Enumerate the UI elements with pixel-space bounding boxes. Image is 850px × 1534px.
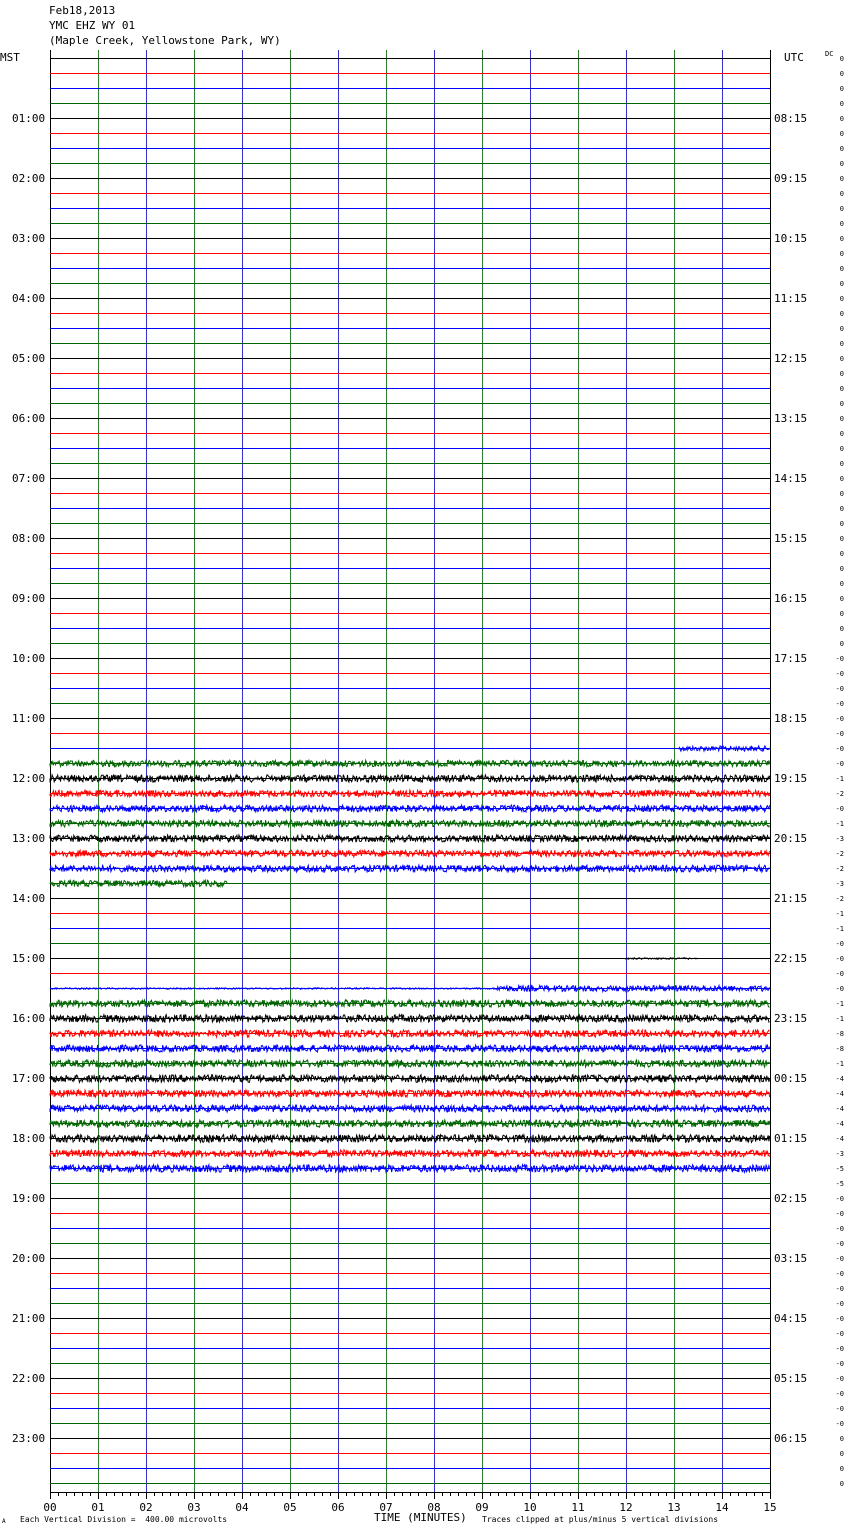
dc-offset-label: 0 [839,70,844,78]
dc-offset-label: -2 [835,850,844,858]
dc-offset-label: -0 [835,970,844,978]
dc-offset-label: -0 [835,1255,844,1263]
dc-offset-label: 0 [839,190,844,198]
left-hour-label: 06:00 [12,412,46,425]
right-hour-label: 16:15 [774,592,808,605]
station-code: YMC EHZ WY 01 [49,19,136,32]
left-hour-label: 08:00 [12,532,46,545]
minute-grid [51,50,771,1492]
dc-offset-label: 0 [839,310,844,318]
dc-offset-label: -0 [835,685,844,693]
dc-offset-label: -4 [835,1090,844,1098]
dc-offset-label: 0 [839,580,844,588]
left-hour-label: 07:00 [12,472,46,485]
left-timezone-label: MST [0,51,20,64]
left-hour-label: 04:00 [12,292,46,305]
right-hour-label: 23:15 [774,1012,808,1025]
dc-offset-label: 0 [839,475,844,483]
right-hour-label: 20:15 [774,832,808,845]
seismic-trace-segment [50,865,770,872]
seismic-trace-segment [50,1000,770,1007]
left-hour-label: 19:00 [12,1192,46,1205]
dc-offset-label: -0 [835,1210,844,1218]
right-hour-label: 05:15 [774,1372,808,1385]
dc-offset-label: 0 [839,250,844,258]
dc-offset-label: 0 [839,520,844,528]
dc-offset-label: 0 [839,550,844,558]
dc-offset-label: -0 [835,940,844,948]
dc-offset-label: 0 [839,340,844,348]
dc-offset-label: -3 [835,1150,844,1158]
dc-offset-label: -0 [835,1330,844,1338]
dc-offset-label: -1 [835,925,844,933]
left-hour-label: 13:00 [12,832,46,845]
left-hour-label: 11:00 [12,712,46,725]
dc-offset-label: -4 [835,1105,844,1113]
right-hour-label: 09:15 [774,172,808,185]
left-hour-label: 14:00 [12,892,46,905]
dc-offset-label: -1 [835,910,844,918]
right-hour-label: 02:15 [774,1192,808,1205]
dc-offset-label: 0 [839,325,844,333]
dc-offset-label: -5 [835,1165,844,1173]
dc-offset-label: -0 [835,715,844,723]
right-hour-label: 06:15 [774,1432,808,1445]
clip-note: Traces clipped at plus/minus 5 vertical divisions [482,1515,719,1524]
right-hour-label: 10:15 [774,232,808,245]
dc-offset-label: 0 [839,1450,844,1458]
right-hour-label: 22:15 [774,952,808,965]
dc-offset-label: -0 [835,1300,844,1308]
dc-offset-label: -0 [835,745,844,753]
left-hour-label: 16:00 [12,1012,46,1025]
right-hour-label: 03:15 [774,1252,808,1265]
dc-offset-label: 0 [839,370,844,378]
right-hour-label: 19:15 [774,772,808,785]
dc-offset-label: 0 [839,295,844,303]
scale-note: Each Vertical Division = 400.00 microvolts [20,1515,228,1524]
x-tick-label: 00 [43,1501,57,1514]
dc-offset-label: 0 [839,1435,844,1443]
right-hour-label: 13:15 [774,412,808,425]
dc-offset-label: -0 [835,670,844,678]
dc-offset-label: 0 [839,415,844,423]
left-hour-label: 05:00 [12,352,46,365]
dc-offset-label: -4 [835,1135,844,1143]
dc-offset-label: -0 [835,1315,844,1323]
dc-offset-label: 0 [839,235,844,243]
dc-offset-label: 0 [839,1465,844,1473]
dc-offset-label: 0 [839,280,844,288]
dc-offset-label: 0 [839,205,844,213]
dc-offset-label: -8 [835,1030,844,1038]
dc-offset-label: 0 [839,145,844,153]
dc-offset-label: 0 [839,385,844,393]
dc-offset-label: 0 [839,400,844,408]
dc-offset-label: -0 [835,1360,844,1368]
right-hour-label: 01:15 [774,1132,808,1145]
left-hour-label: 02:00 [12,172,46,185]
dc-offset-label: -0 [835,1420,844,1428]
x-tick-label: 01 [91,1501,105,1514]
dc-offset-label: 0 [839,220,844,228]
x-tick-label: 06 [331,1501,345,1514]
x-tick-label: 14 [715,1501,729,1514]
right-hour-label: 14:15 [774,472,808,485]
dc-offset-label: 0 [839,595,844,603]
seismic-trace-segment [50,760,770,766]
dc-offset-label: -0 [835,730,844,738]
right-hour-label: 08:15 [774,112,808,125]
x-tick-label: 11 [571,1501,585,1514]
left-hour-label: 23:00 [12,1432,46,1445]
dc-offset-label: -2 [835,895,844,903]
dc-offset-label: 0 [839,505,844,513]
dc-offset-label: 0 [839,55,844,63]
dc-offset-label: -5 [835,1180,844,1188]
right-hour-label: 18:15 [774,712,808,725]
dc-offset-label: -4 [835,1120,844,1128]
dc-offset-label: 0 [839,460,844,468]
dc-offset-label: 0 [839,265,844,273]
left-hour-label: 09:00 [12,592,46,605]
trace-lines [50,59,770,1484]
dc-offset-labels [836,55,844,1488]
dc-offset-label: 0 [839,100,844,108]
dc-offset-label: -0 [835,1225,844,1233]
x-tick-label: 08 [427,1501,441,1514]
seismic-trace-segment [50,1030,770,1037]
dc-offset-label: -0 [835,655,844,663]
dc-offset-label: -2 [835,865,844,873]
corner-mark: A [2,1518,6,1525]
dc-offset-label: -0 [835,1375,844,1383]
dc-offset-label: -0 [835,1405,844,1413]
station-location: (Maple Creek, Yellowstone Park, WY) [49,34,281,47]
dc-offset-label: 0 [839,430,844,438]
x-tick-label: 03 [187,1501,201,1514]
dc-offset-label: -0 [835,1270,844,1278]
dc-offset-label: 0 [839,610,844,618]
x-axis-title: TIME (MINUTES) [374,1511,467,1524]
dc-offset-label: -0 [835,985,844,993]
dc-offset-label: 0 [839,175,844,183]
dc-offset-label: -1 [835,1060,844,1068]
dc-offset-label: -0 [835,1390,844,1398]
dc-offset-label: -1 [835,1015,844,1023]
dc-offset-label: -1 [835,1000,844,1008]
x-tick-label: 05 [283,1501,297,1514]
left-hour-label: 01:00 [12,112,46,125]
chart-date: Feb18,2013 [49,4,116,17]
right-timezone-label: UTC [784,51,804,64]
seismic-trace-segment [50,835,770,842]
dc-offset-label: -1 [835,820,844,828]
dc-offset-label: 0 [839,535,844,543]
right-hour-label: 21:15 [774,892,808,905]
dc-offset-label: 0 [839,355,844,363]
dc-offset-label: -0 [835,760,844,768]
right-hour-label: 12:15 [774,352,808,365]
dc-offset-label: -1 [835,775,844,783]
dc-offset-label: -3 [835,835,844,843]
dc-offset-header: DC [825,50,834,58]
left-hour-label: 22:00 [12,1372,46,1385]
left-hour-label: 21:00 [12,1312,46,1325]
left-hour-label: 15:00 [12,952,46,965]
right-hour-label: 15:15 [774,532,808,545]
dc-offset-label: -3 [835,880,844,888]
dc-offset-label: -0 [835,1345,844,1353]
x-tick-label: 13 [667,1501,681,1514]
dc-offset-label: -8 [835,1045,844,1053]
x-tick-label: 15 [763,1501,777,1514]
x-tick-label: 10 [523,1501,537,1514]
dc-offset-label: -4 [835,1075,844,1083]
right-hour-label: 04:15 [774,1312,808,1325]
dc-offset-label: 0 [839,565,844,573]
dc-offset-label: 0 [839,625,844,633]
x-tick-label: 09 [475,1501,489,1514]
x-tick-label: 12 [619,1501,633,1514]
dc-offset-label: -0 [835,1195,844,1203]
dc-offset-label: 0 [839,490,844,498]
seismic-trace-segment [50,1135,770,1143]
dc-offset-label: -0 [835,700,844,708]
dc-offset-label: -2 [835,790,844,798]
x-tick-label: 02 [139,1501,153,1514]
dc-offset-label: 0 [839,115,844,123]
dc-offset-label: 0 [839,160,844,168]
x-tick-label: 04 [235,1501,249,1514]
dc-offset-label: 0 [839,640,844,648]
dc-offset-label: 0 [839,85,844,93]
x-tick-label: 07 [379,1501,393,1514]
left-hour-label: 18:00 [12,1132,46,1145]
dc-offset-label: -0 [835,955,844,963]
dc-offset-label: 0 [839,445,844,453]
right-hour-label: 11:15 [774,292,808,305]
dc-offset-label: -0 [835,1285,844,1293]
dc-offset-label: -0 [835,805,844,813]
dc-offset-label: 0 [839,1480,844,1488]
right-hour-label: 00:15 [774,1072,808,1085]
left-hour-label: 10:00 [12,652,46,665]
left-hour-label: 20:00 [12,1252,46,1265]
right-hour-label: 17:15 [774,652,808,665]
dc-offset-label: 0 [839,130,844,138]
left-hour-label: 17:00 [12,1072,46,1085]
dc-offset-label: -0 [835,1240,844,1248]
left-hour-label: 03:00 [12,232,46,245]
left-hour-label: 12:00 [12,772,46,785]
